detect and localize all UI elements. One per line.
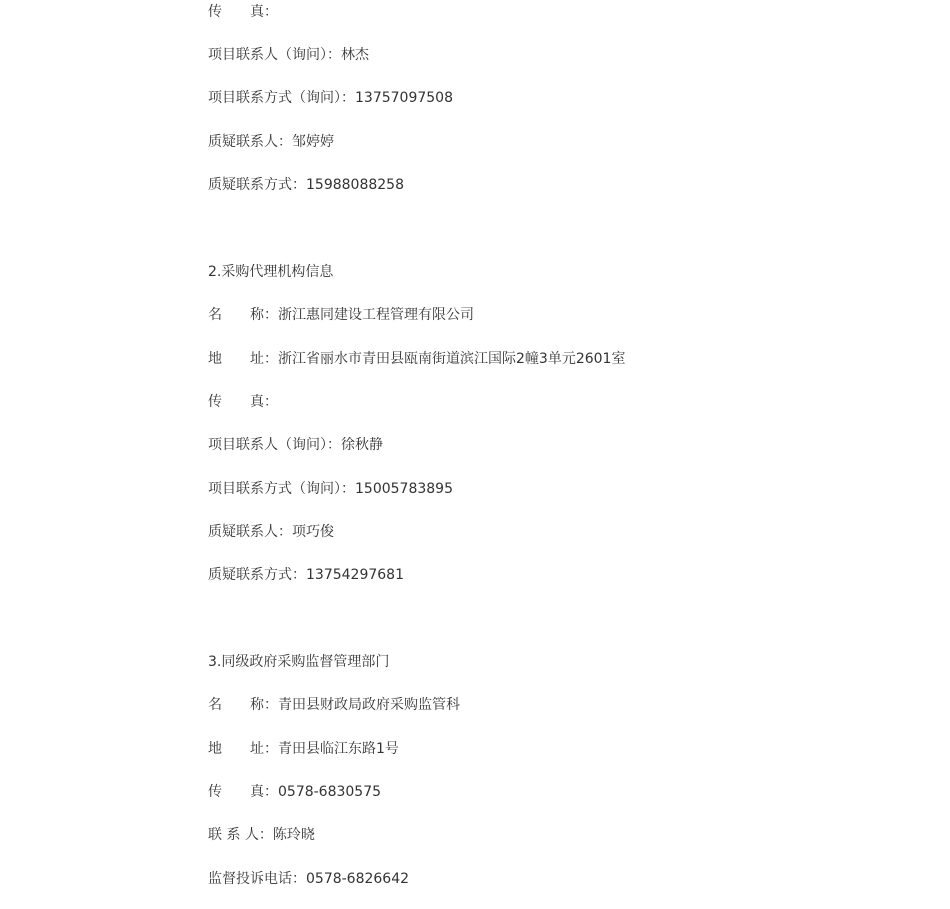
agency-project-contact: 项目联系人（询问）：徐秋静 [208,437,383,453]
purchaser-project-phone: 项目联系方式（询问）：13757097508 [208,90,453,106]
purchaser-fax: 传 真： [208,4,278,20]
agency-address: 地 址：浙江省丽水市青田县瓯南街道滨江国际2幢3单元2601室 [208,351,626,367]
supervision-contact: 联 系 人：陈玲晓 [208,827,315,843]
agency-section-heading: 2.采购代理机构信息 [208,264,334,280]
agency-project-phone: 项目联系方式（询问）：15005783895 [208,481,453,497]
supervision-complaint-phone: 监督投诉电话：0578-6826642 [208,871,410,887]
agency-query-phone: 质疑联系方式：13754297681 [208,567,404,583]
purchaser-query-contact: 质疑联系人：邹婷婷 [208,134,334,150]
purchaser-project-contact: 项目联系人（询问）：林杰 [208,47,369,63]
supervision-section-heading: 3.同级政府采购监督管理部门 [208,654,390,670]
supervision-name: 名 称：青田县财政局政府采购监管科 [208,697,460,713]
agency-fax: 传 真： [208,394,278,410]
supervision-fax: 传 真：0578-6830575 [208,784,382,800]
purchaser-query-phone: 质疑联系方式：15988088258 [208,177,404,193]
agency-name: 名 称：浙江惠同建设工程管理有限公司 [208,307,474,323]
agency-query-contact: 质疑联系人：项巧俊 [208,524,334,540]
supervision-address: 地 址：青田县临江东路1号 [208,741,399,757]
